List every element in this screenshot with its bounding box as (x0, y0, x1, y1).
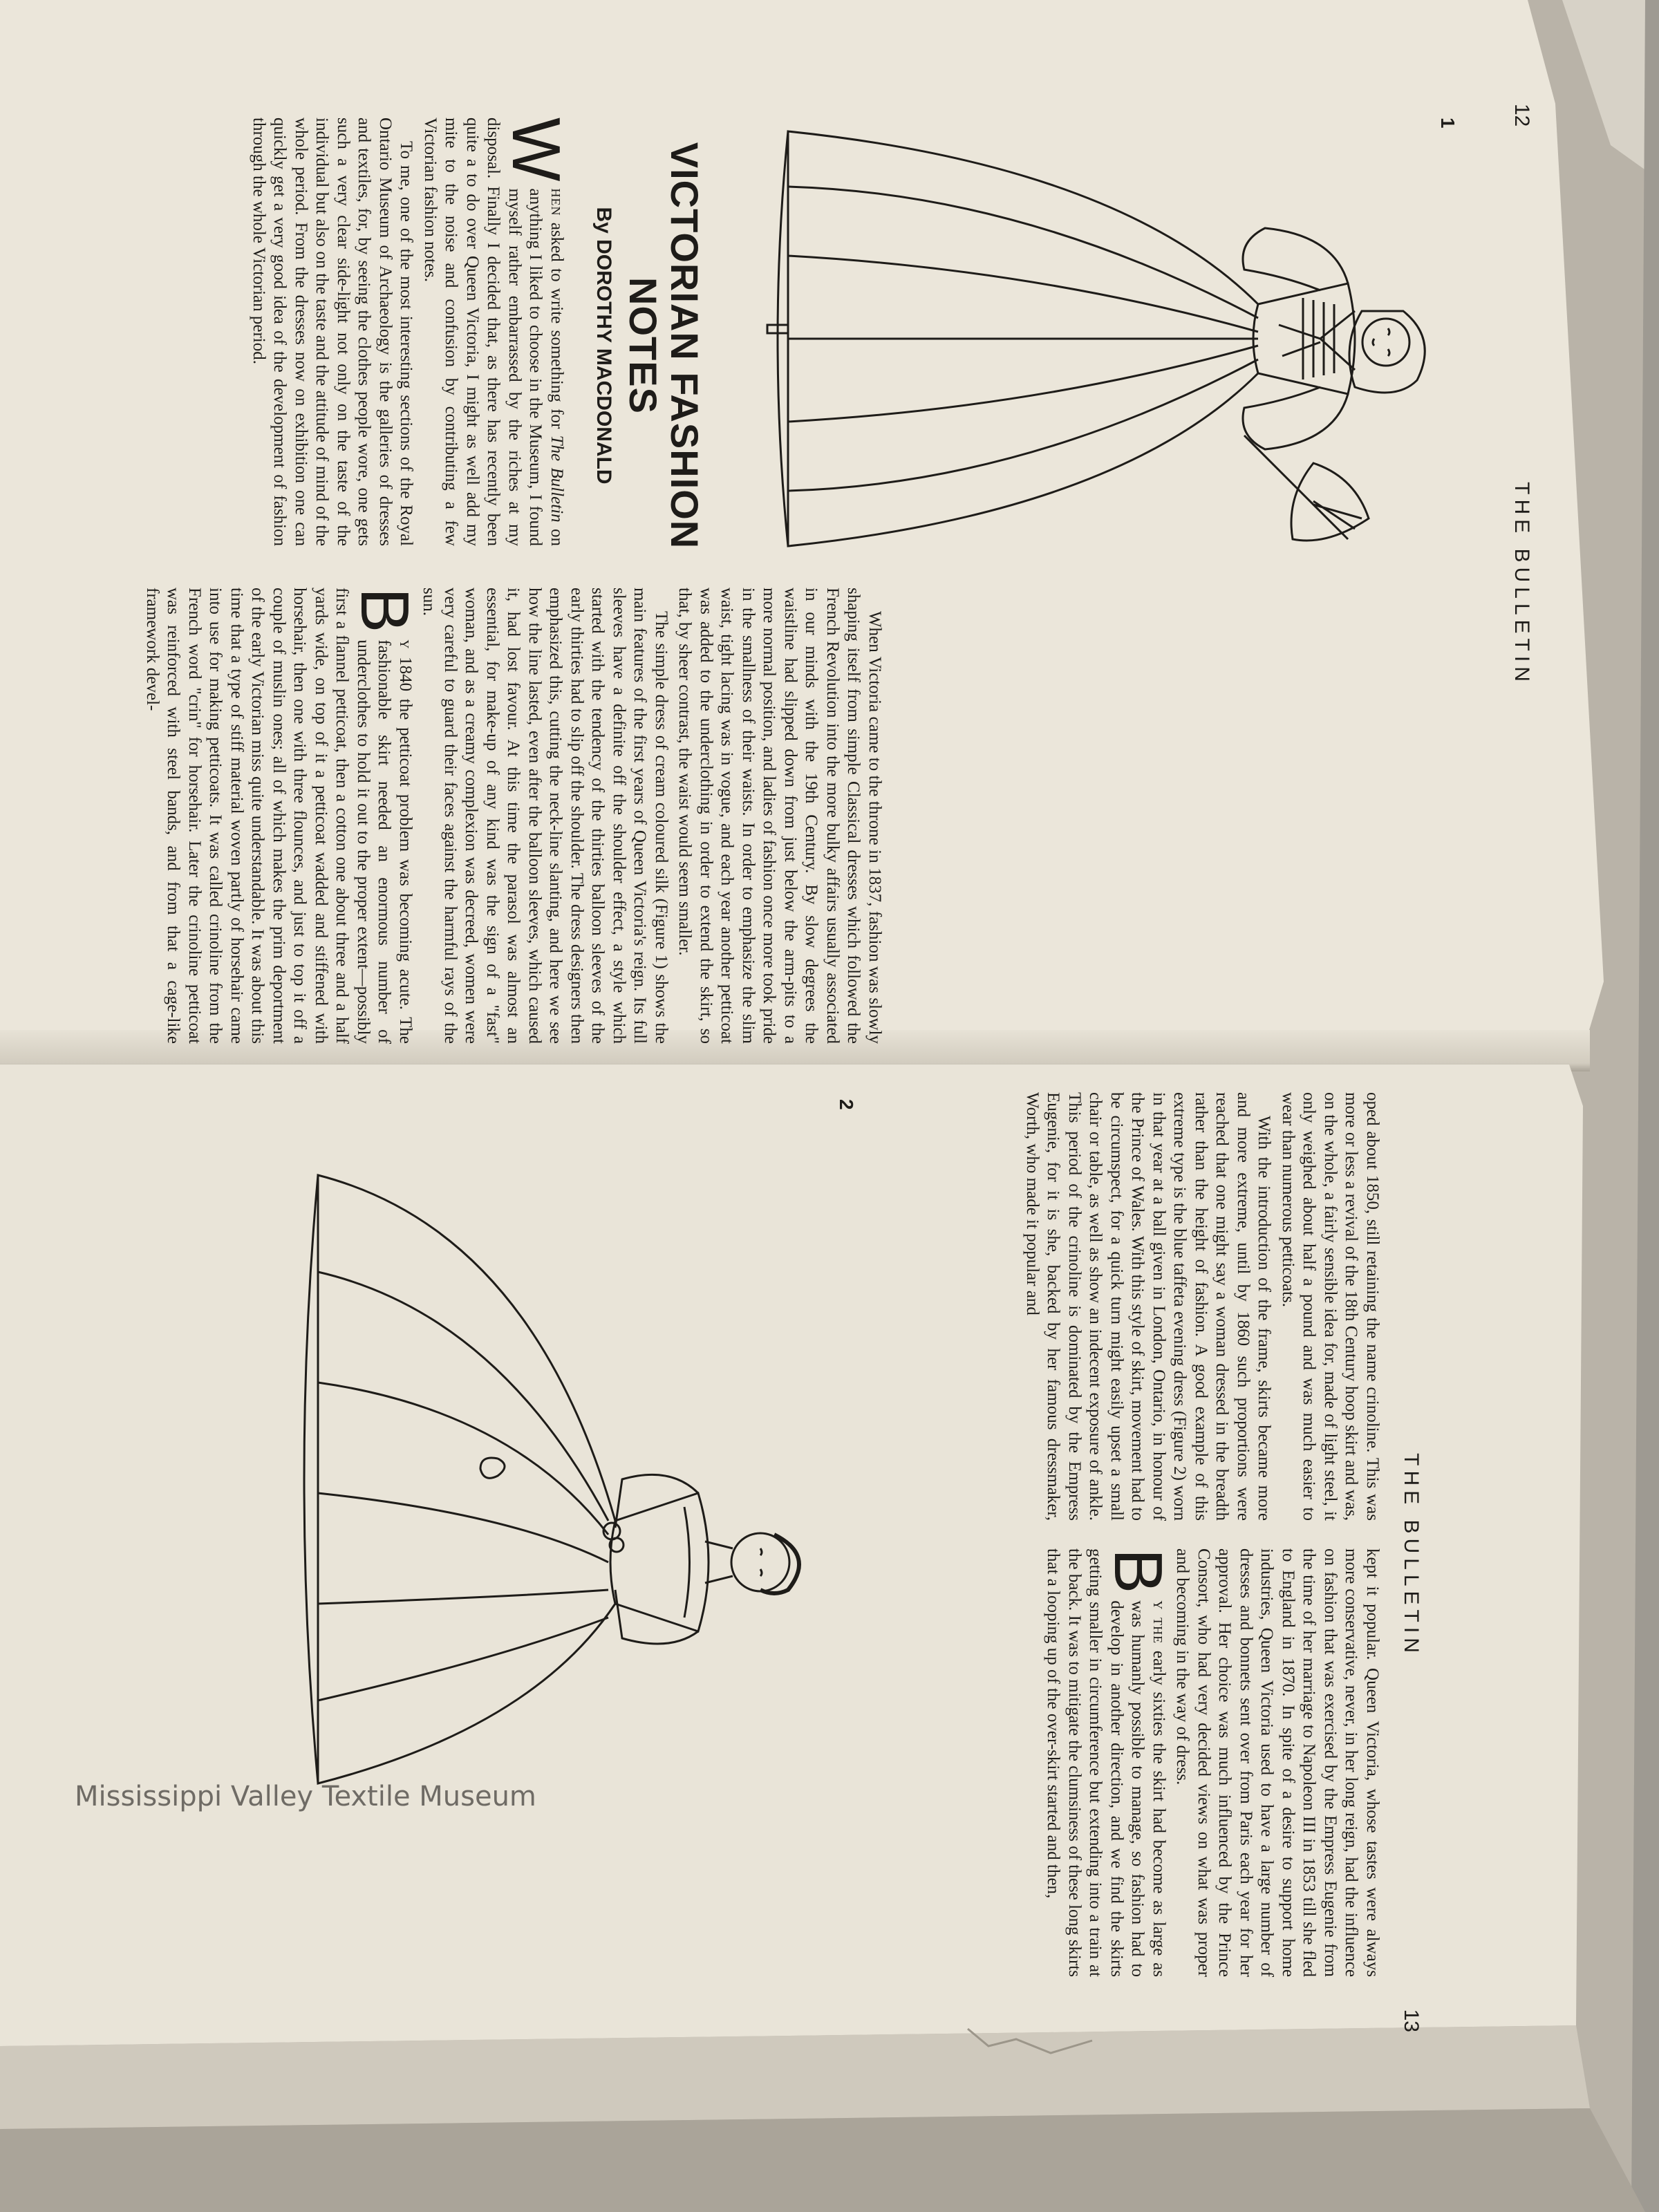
figure-2-illustration (290, 1134, 843, 1825)
paragraph: W hen asked to write something for The Bulletin on anything I liked to choose in the Museum, I found myself rather embarrassed by the riches at my disposal. Finally I decided that, as there has recently been quite a to do over Queen Victoria, I might as well add my mite to the noise and confusion by contributing a few Victorian fashion notes. (421, 118, 574, 546)
column-right (139, 588, 885, 1044)
figure-2-number: 2 (836, 1099, 857, 1110)
article-title-line-1: VICTORIAN FASHION (663, 142, 706, 550)
page-13 (124, 1078, 1438, 2032)
paragraph: To me, one of the most interesting sections of the Royal Ontario Museum of Archaeology is the galleries of dresses and textiles, for, by seeing the clothes people wore, one gets such a very clear side-light not only on the taste of the individual but also on the taste and the attitude of mind of the whole period. From the dresses now on exhibition one can quickly get a very good idea of the development of fashion through the whole Victorian period. (250, 118, 416, 546)
article-title (622, 118, 705, 574)
article-title-line-2: NOTES (621, 277, 665, 414)
drop-cap: B (1100, 1548, 1177, 1594)
paragraph: B y 1840 the petticoat problem was becoming acute. The fashionable skirt needed an enormous number of underclothes to hold it out to the proper extent—possibly first a flannel petticoat, then a cotton one about three and a half yards wide, on top of it a petticoat wadded and stiffened with horsehair, then one with three flounces, and just to top it off a couple of muslin ones; all of which makes the prim deportment of the early Victorian miss quite understandable. It was about this time that a type of stiff material woven partly of horsehair came into use for making petticoats. It was called crinoline from the French word "crin" for horsehair. Later the crinoline petticoat was reinforced with steel bands, and from that a cage-like framework devel- (143, 588, 423, 1044)
figure-1-illustration (760, 104, 1452, 574)
drop-cap: W (498, 118, 574, 182)
column-right (1040, 1548, 1382, 1977)
running-head-title: THE BULLETIN (1510, 482, 1533, 686)
running-head-title: THE BULLETIN (1400, 1453, 1423, 1658)
paragraph: kept it popular. Queen Victoria, whose tastes were always more conservative, never, in her long reign, had the influence on fashion that was exercised by the Empress Eugenie from the time of her marriage to Napoleon III in 1853 till she fled to England in 1870. In spite of a desire to support home industries, Queen Victoria used to have a large number of dresses and bonnets sent over from Paris each year for her approval. Her choice was much influenced by the Prince Consort, who had very decided views on what was proper and becoming in the way of dress. (1173, 1548, 1382, 1977)
column-left (1019, 1092, 1383, 1521)
watermark: Mississippi Valley Textile Museum (75, 1781, 536, 1812)
byline: By DOROTHY MACDONALD (592, 207, 615, 485)
paragraph: The simple dress of cream coloured silk (Figure 1) shows the main features of the first years of Queen Victoria's reign. Its full sleeves have a definite off the shoulder effect, a style which started with the tendency of the thirties balloon sleeves of the early thirties had to slip off the shoulder. The dress designers then emphasized this, cutting the neck-line slanting, and here we see how the line lasted, even after the balloon sleeves, which caused it, had lost favour. At this time the parasol was almost an essential, for make-up of any kind was the sign of a "fast" woman, and as a creamy complexion was decreed, women were very careful to guard their faces against the harmful rays of the sun. (420, 588, 671, 1044)
drop-cap: B (347, 588, 423, 633)
paragraph: oped about 1850, still retaining the name crinoline. This was more or less a revival of the 18th Century hoop skirt and was, on the whole, a fairly sensible idea for, made of light steel, it only weighed about half a pound and was much easier to wear than numerous petticoats. (1279, 1092, 1382, 1521)
paragraph: B y the early sixties the skirt had become as large as was humanly possible to manage, so fashion had to develop in another direction, and we find the skirts getting smaller in circumference but extending into a train at the back. It was to mitigate the clumsiness of these long skirts that a looping up of the over-skirt started and then, (1044, 1548, 1177, 1977)
column-left (245, 118, 574, 546)
figure-1-number: 1 (1437, 118, 1459, 129)
page-number: 12 (1510, 104, 1533, 127)
page-12 (90, 104, 1548, 1065)
paragraph: When Victoria came to the throne in 1837, fashion was slowly shaping itself from simple Classical dresses which followed the French Revolution into the more bulky affairs usually associated in our minds with the 19th Century. By slow degrees the waistline had slipped down from just below the arm-pits to a more normal position, and ladies of fashion once more took pride in the smallness of their waists. In order to emphasize the slim waist, tight lacing was in vogue, and each year another petticoat was added to the underclothing in order to extend the skirt, so that, by sheer contrast, the waist would seem smaller. (675, 588, 884, 1044)
paragraph: With the introduction of the frame, skirts became more and more extreme, until by 1860 such proportions were reached that one might say a woman dressed in the breadth rather than the height of fashion. A good example of this extreme type is the blue taffeta evening dress (Figure 2) worn in that year at a ball given in London, Ontario, in honour of the Prince of Wales. With this style of skirt, movement had to be circumspect, for a quick turn might easily upset a small chair or table, as well as show an indecent exposure of ankle. This period of the crinoline is dominated by the Empress Eugenie, for it is she, backed by her famous dressmaker, Worth, who made it popular and (1023, 1092, 1274, 1521)
page-number: 13 (1400, 2009, 1423, 2032)
